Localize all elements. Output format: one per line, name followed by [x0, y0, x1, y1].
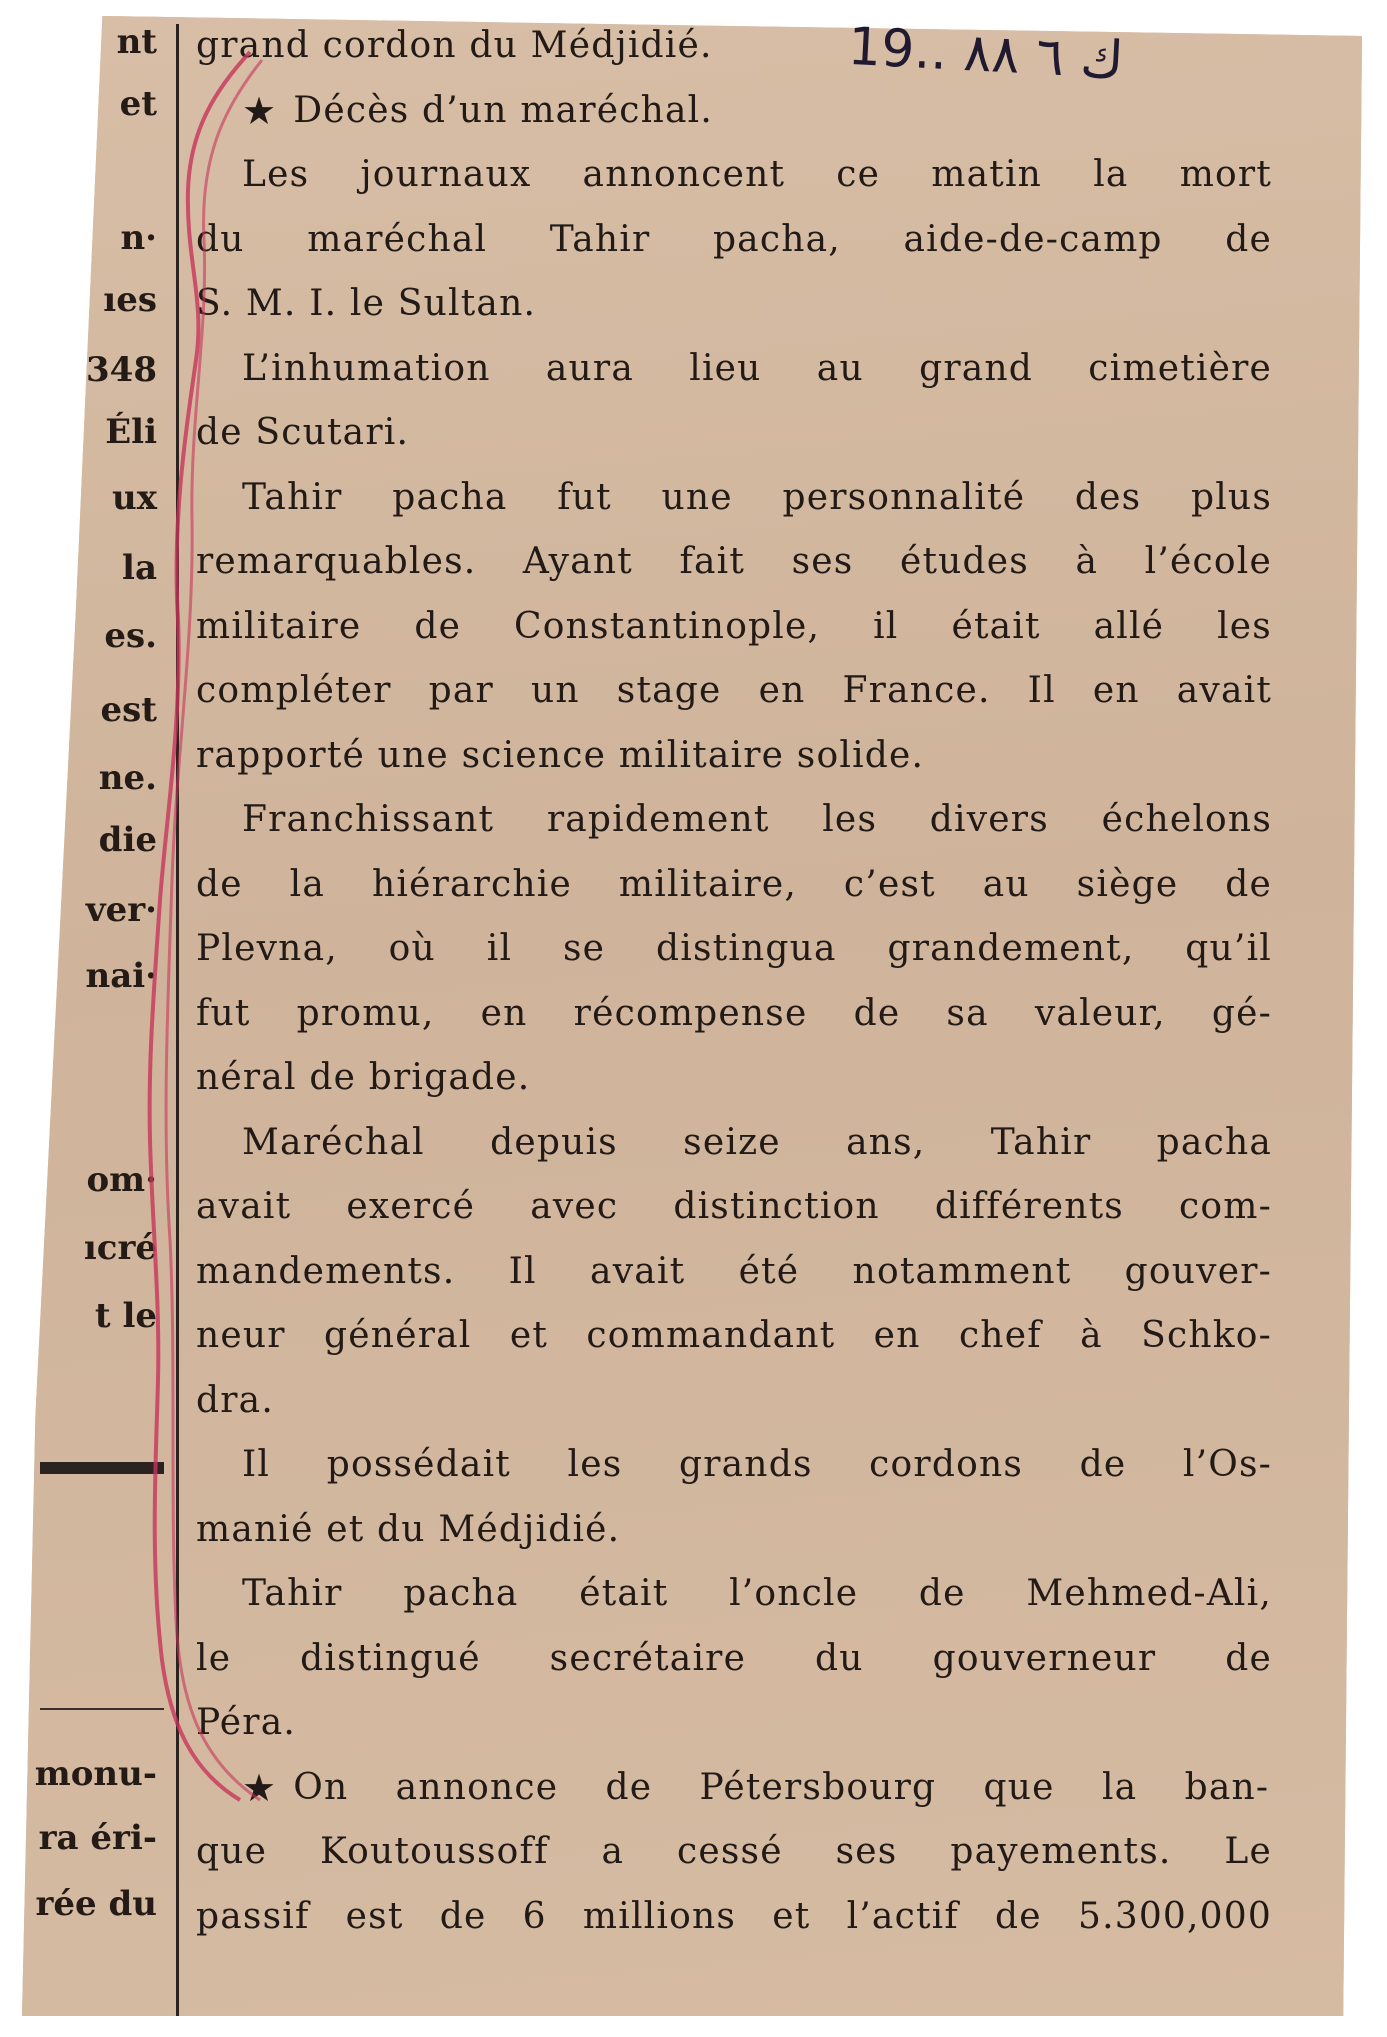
section-rule-thin: [40, 1708, 164, 1710]
left-fragment: nai·: [85, 956, 157, 996]
text-line: [196, 595, 1272, 660]
text-line-content: Péra.: [196, 1702, 297, 1743]
text-line: [196, 1885, 1272, 1950]
text-line-content: avait exercé avec distinction différents com-: [196, 1186, 1272, 1227]
left-fragment: ne.: [98, 758, 157, 798]
text-line-content: passif est de 6 millions et l’actif de 5.300,000: [196, 1895, 1272, 1937]
text-line-content: militaire de Constantinople, il était allé les: [196, 605, 1272, 647]
text-line: [196, 1691, 1272, 1756]
left-fragment: ux: [112, 478, 157, 518]
text-line: [196, 1627, 1272, 1692]
text-line: [196, 79, 1272, 144]
text-line: [196, 917, 1272, 982]
left-fragment: ra éri-: [38, 1818, 157, 1858]
text-line-content: le distingué secrétaire du gouverneur de: [196, 1637, 1272, 1679]
text-line: [196, 272, 1272, 337]
text-line-content: Tahir pacha était l’oncle de Mehmed-Ali,: [242, 1573, 1272, 1614]
text-line-content: remarquables. Ayant fait ses études à l’école: [196, 541, 1272, 582]
text-line: [196, 1175, 1272, 1240]
left-fragment: ıes: [103, 280, 157, 320]
left-fragment: ıcré: [83, 1228, 157, 1268]
left-fragment: 348: [86, 350, 157, 390]
left-fragment: n·: [120, 218, 157, 258]
text-line: [196, 1498, 1272, 1563]
text-line: [196, 853, 1272, 918]
left-fragment: die: [98, 820, 157, 860]
text-line: [196, 1240, 1272, 1305]
text-line: [196, 724, 1272, 789]
left-fragment: la: [122, 548, 157, 588]
left-fragment: Éli: [105, 412, 157, 452]
text-line-content: manié et du Médjidié.: [196, 1508, 621, 1550]
text-line-content: S. M. I. le Sultan.: [196, 283, 537, 324]
text-line-content: rapporté une science militaire solide.: [196, 734, 925, 776]
text-line-content: Maréchal depuis seize ans, Tahir pacha: [242, 1121, 1272, 1163]
text-line: [196, 401, 1272, 466]
text-line: [196, 1562, 1272, 1627]
text-line: [196, 14, 1272, 79]
text-line: [196, 1111, 1272, 1176]
left-fragment: est: [100, 690, 157, 730]
text-line-content: Franchissant rapidement les divers échelons: [242, 799, 1272, 840]
left-fragment: ver·: [85, 890, 157, 930]
article-column: [196, 14, 1272, 1949]
text-line: [196, 466, 1272, 531]
text-line-content: Plevna, où il se distingua grandement, qu’il: [196, 928, 1272, 969]
text-line-content: L’inhumation aura lieu au grand cimetière: [242, 347, 1272, 389]
text-line-content: fut promu, en récompense de sa valeur, gé-: [196, 992, 1272, 1034]
text-line: [196, 788, 1272, 853]
left-fragment: om·: [86, 1160, 157, 1200]
text-line: [196, 1433, 1272, 1498]
text-line: [196, 1046, 1272, 1111]
text-line-content: On annonce de Pétersbourg que la ban-: [293, 1766, 1270, 1808]
text-line-content: Tahir pacha fut une personnalité des plus: [242, 476, 1272, 518]
left-fragment: et: [119, 84, 157, 124]
text-line-content: néral de brigade.: [196, 1057, 531, 1098]
text-line-content: dra.: [196, 1379, 274, 1421]
left-fragment: monu-: [34, 1754, 157, 1794]
text-line: [196, 1820, 1272, 1885]
left-fragment: t le: [94, 1296, 157, 1336]
text-line: [196, 982, 1272, 1047]
text-line: [196, 1756, 1272, 1821]
text-line-content: de Scutari.: [196, 412, 410, 453]
text-line-content: Il possédait les grands cordons de l’Os-: [242, 1444, 1272, 1485]
star-icon: ★: [242, 88, 278, 133]
text-line-content: grand cordon du Médjidié.: [196, 25, 713, 66]
text-line: [196, 1369, 1272, 1434]
left-fragment: rée du: [35, 1884, 157, 1924]
text-line-content: Les journaux annoncent ce matin la mort: [242, 154, 1272, 195]
text-line: [196, 659, 1272, 724]
text-line-content: compléter par un stage en France. Il en avait: [196, 670, 1272, 711]
text-line-content: de la hiérarchie militaire, c’est au siège de: [196, 863, 1272, 905]
text-line: [196, 143, 1272, 208]
section-rule: [40, 1462, 164, 1474]
text-line-content: que Koutoussoff a cessé ses payements. Le: [196, 1831, 1272, 1872]
text-line: [196, 530, 1272, 595]
text-line: [196, 208, 1272, 273]
text-line-content: mandements. Il avait été notamment gouver-: [196, 1250, 1272, 1292]
column-divider: [176, 24, 179, 2016]
handwritten-note: 19.. ك ٦ ٨٨: [846, 16, 1125, 92]
text-line: [196, 337, 1272, 402]
star-icon: ★: [242, 1765, 278, 1810]
text-line-content: Décès d’un maréchal.: [293, 89, 714, 131]
text-line-content: neur général et commandant en chef à Schko-: [196, 1315, 1272, 1356]
text-line: [196, 1304, 1272, 1369]
left-fragment: nt: [116, 22, 157, 62]
left-fragment: es.: [104, 616, 157, 656]
text-line-content: du maréchal Tahir pacha, aide-de-camp de: [196, 218, 1272, 260]
